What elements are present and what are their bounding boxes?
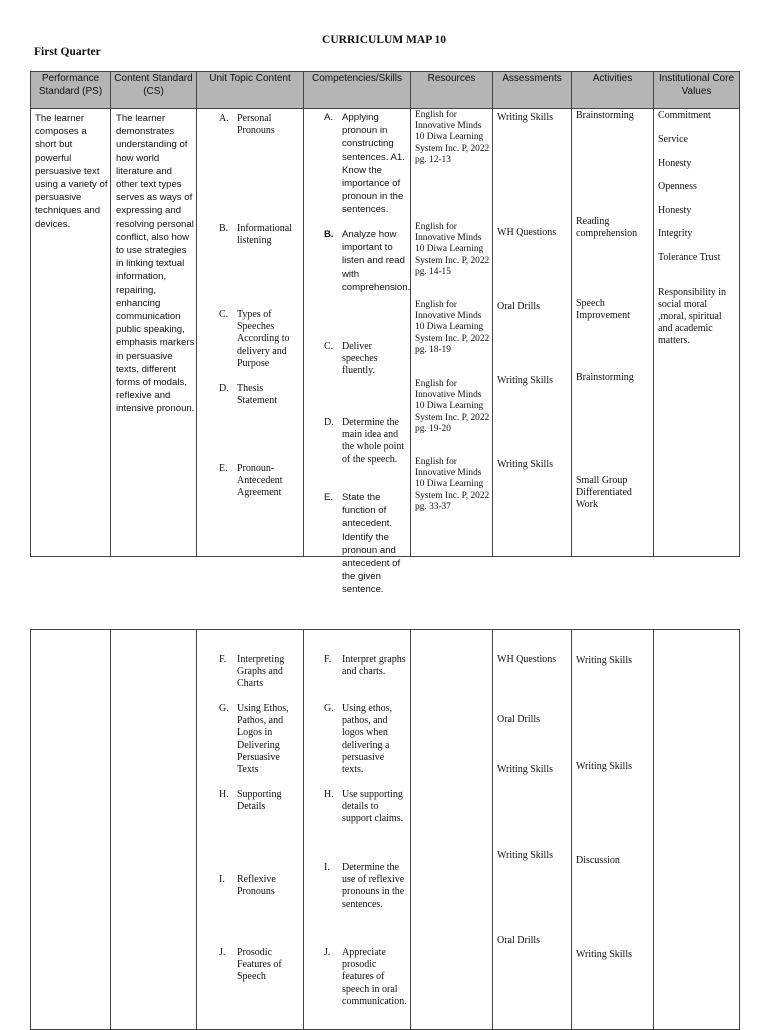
activity-text: Writing Skills xyxy=(576,949,632,960)
performance-standard-text: The learner composes a short but powerful persuasive text using a variety of persuasive techniques and devices. xyxy=(35,113,108,230)
competency-letter: G. xyxy=(324,703,334,714)
unit-text: Thesis Statement xyxy=(237,383,277,407)
assessment-text: Writing Skills xyxy=(497,375,553,386)
competency-letter: I. xyxy=(324,862,330,873)
core-value-text: Commitment xyxy=(658,110,711,121)
document-title: CURRICULUM MAP 10 xyxy=(322,34,446,46)
unit-text: Using Ethos, Pathos, and Logos in Delivering Persuasive Texts xyxy=(237,703,289,776)
unit-letter: B. xyxy=(219,223,229,234)
competency-letter: C. xyxy=(324,341,334,352)
unit-text: Types of Speeches According to delivery and Purpose xyxy=(237,309,290,369)
header-competencies: Competencies/Skills xyxy=(304,72,411,109)
unit-letter: H. xyxy=(219,789,229,800)
competency-text: Determine the use of reflexive pronouns in the sentences. xyxy=(342,862,405,910)
competency-text: State the function of antecedent. Identify the pronoun and antecedent of the given sentence. xyxy=(342,492,401,596)
activity-text: Speech Improvement xyxy=(576,298,630,321)
curriculum-table-page1 xyxy=(30,71,740,596)
unit-letter: F. xyxy=(219,654,227,665)
activity-text: Brainstorming xyxy=(576,372,634,383)
core-value-text: Openness xyxy=(658,181,697,192)
unit-text: Informational listening xyxy=(237,223,292,247)
unit-letter: J. xyxy=(219,947,226,958)
competency-letter: J. xyxy=(324,947,331,958)
assessment-text: Writing Skills xyxy=(497,459,553,470)
assessment-text: Oral Drills xyxy=(497,935,541,946)
competency-letter: A. xyxy=(324,112,334,123)
assessment-text: WH Questions xyxy=(497,227,557,238)
unit-letter: E. xyxy=(219,463,228,474)
header-unit-topic: Unit Topic Content xyxy=(197,72,304,109)
competency-text: Determine the main idea and the whole point of the speech. xyxy=(342,417,405,465)
competency-letter: E. xyxy=(324,492,334,503)
competency-text: Interpret graphs and charts. xyxy=(342,654,406,678)
competency-text: Applying pronoun in constructing sentences. A1. Know the importance of pronoun in the sentences. xyxy=(342,112,405,216)
competency-letter: D. xyxy=(324,417,334,428)
curriculum-table-page2 xyxy=(30,629,740,1030)
core-value-text: Integrity xyxy=(658,228,693,239)
header-core-values: Institutional Core Values xyxy=(654,72,740,109)
core-value-text: Responsibility in social moral ,moral, spiritual and academic matters. xyxy=(658,287,727,346)
header-performance-standard: Performance Standard (PS) xyxy=(31,72,111,109)
empty-performance-cell xyxy=(31,630,111,1030)
assessment-text: Writing Skills xyxy=(497,112,553,123)
resource-text: English for Innovative Minds 10 Diwa Learning System Inc. P, 2022 pg. 18-19 xyxy=(415,300,490,355)
empty-values-cell xyxy=(654,630,740,1030)
header-assessments: Assessments xyxy=(493,72,572,109)
core-value-text: Honesty xyxy=(658,205,692,216)
header-content-standard: Content Standard (CS) xyxy=(111,72,197,109)
activity-text: Reading comprehension xyxy=(576,216,638,239)
assessment-text: Oral Drills xyxy=(497,301,541,312)
competency-letter: F. xyxy=(324,654,332,665)
competency-letter: B. xyxy=(324,229,334,240)
activity-text: Discussion xyxy=(576,855,620,866)
unit-text: Interpreting Graphs and Charts xyxy=(237,654,285,690)
unit-text: Personal Pronouns xyxy=(237,113,275,137)
resource-text: English for Innovative Minds 10 Diwa Learning System Inc. P, 2022 pg. 12-13 xyxy=(415,110,490,165)
resource-text: English for Innovative Minds 10 Diwa Learning System Inc. P, 2022 pg. 19-20 xyxy=(415,379,490,434)
unit-letter: A. xyxy=(219,113,229,124)
activity-text: Brainstorming xyxy=(576,110,634,121)
activity-text: Small Group Differentiated Work xyxy=(576,475,632,510)
competency-text: Analyze how important to listen and read with comprehension. xyxy=(342,229,411,293)
core-value-text: Honesty xyxy=(658,158,692,169)
unit-letter: D. xyxy=(219,383,229,394)
assessment-text: Writing Skills xyxy=(497,850,553,861)
header-resources: Resources xyxy=(411,72,493,109)
unit-letter: I. xyxy=(219,874,225,885)
quarter-label: First Quarter xyxy=(34,46,101,58)
activity-text: Writing Skills xyxy=(576,655,632,666)
competency-text: Appreciate prosodic features of speech in oral communication. xyxy=(342,947,407,1007)
core-value-text: Service xyxy=(658,134,688,145)
competency-text: Deliver speeches fluently. xyxy=(342,341,378,377)
unit-letter: C. xyxy=(219,309,229,320)
assessment-text: WH Questions xyxy=(497,654,557,665)
assessment-text: Oral Drills xyxy=(497,714,541,725)
content-standard-text: The learner demonstrates understanding of how world literature and other text types serves as ways of expressing and resolving personal conflict, also how to use strategies in linking textual information, repairing, enhancing communication public speaking, emphasis markers in persuasive texts, different forms of modals, reflexive and intensive pronoun. xyxy=(116,113,195,415)
activity-text: Writing Skills xyxy=(576,761,632,772)
assessment-text: Writing Skills xyxy=(497,764,553,775)
unit-text: Prosodic Features of Speech xyxy=(237,947,282,983)
resource-text: English for Innovative Minds 10 Diwa Learning System Inc. P, 2022 pg. 14-15 xyxy=(415,222,490,277)
unit-text: Pronoun-Antecedent Agreement xyxy=(237,463,283,499)
core-value-text: Tolerance Trust xyxy=(658,252,721,263)
unit-letter: G. xyxy=(219,703,229,714)
competency-text: Using ethos, pathos, and logos when delivering a persuasive texts. xyxy=(342,703,392,776)
unit-text: Supporting Details xyxy=(237,789,282,813)
competency-letter: H. xyxy=(324,789,334,800)
competency-text: Use supporting details to support claims. xyxy=(342,789,404,825)
unit-text: Reflexive Pronouns xyxy=(237,874,276,898)
resource-text: English for Innovative Minds 10 Diwa Learning System Inc. P, 2022 pg. 33-37 xyxy=(415,457,490,512)
empty-content-cell xyxy=(111,630,197,1030)
header-activities: Activities xyxy=(572,72,654,109)
